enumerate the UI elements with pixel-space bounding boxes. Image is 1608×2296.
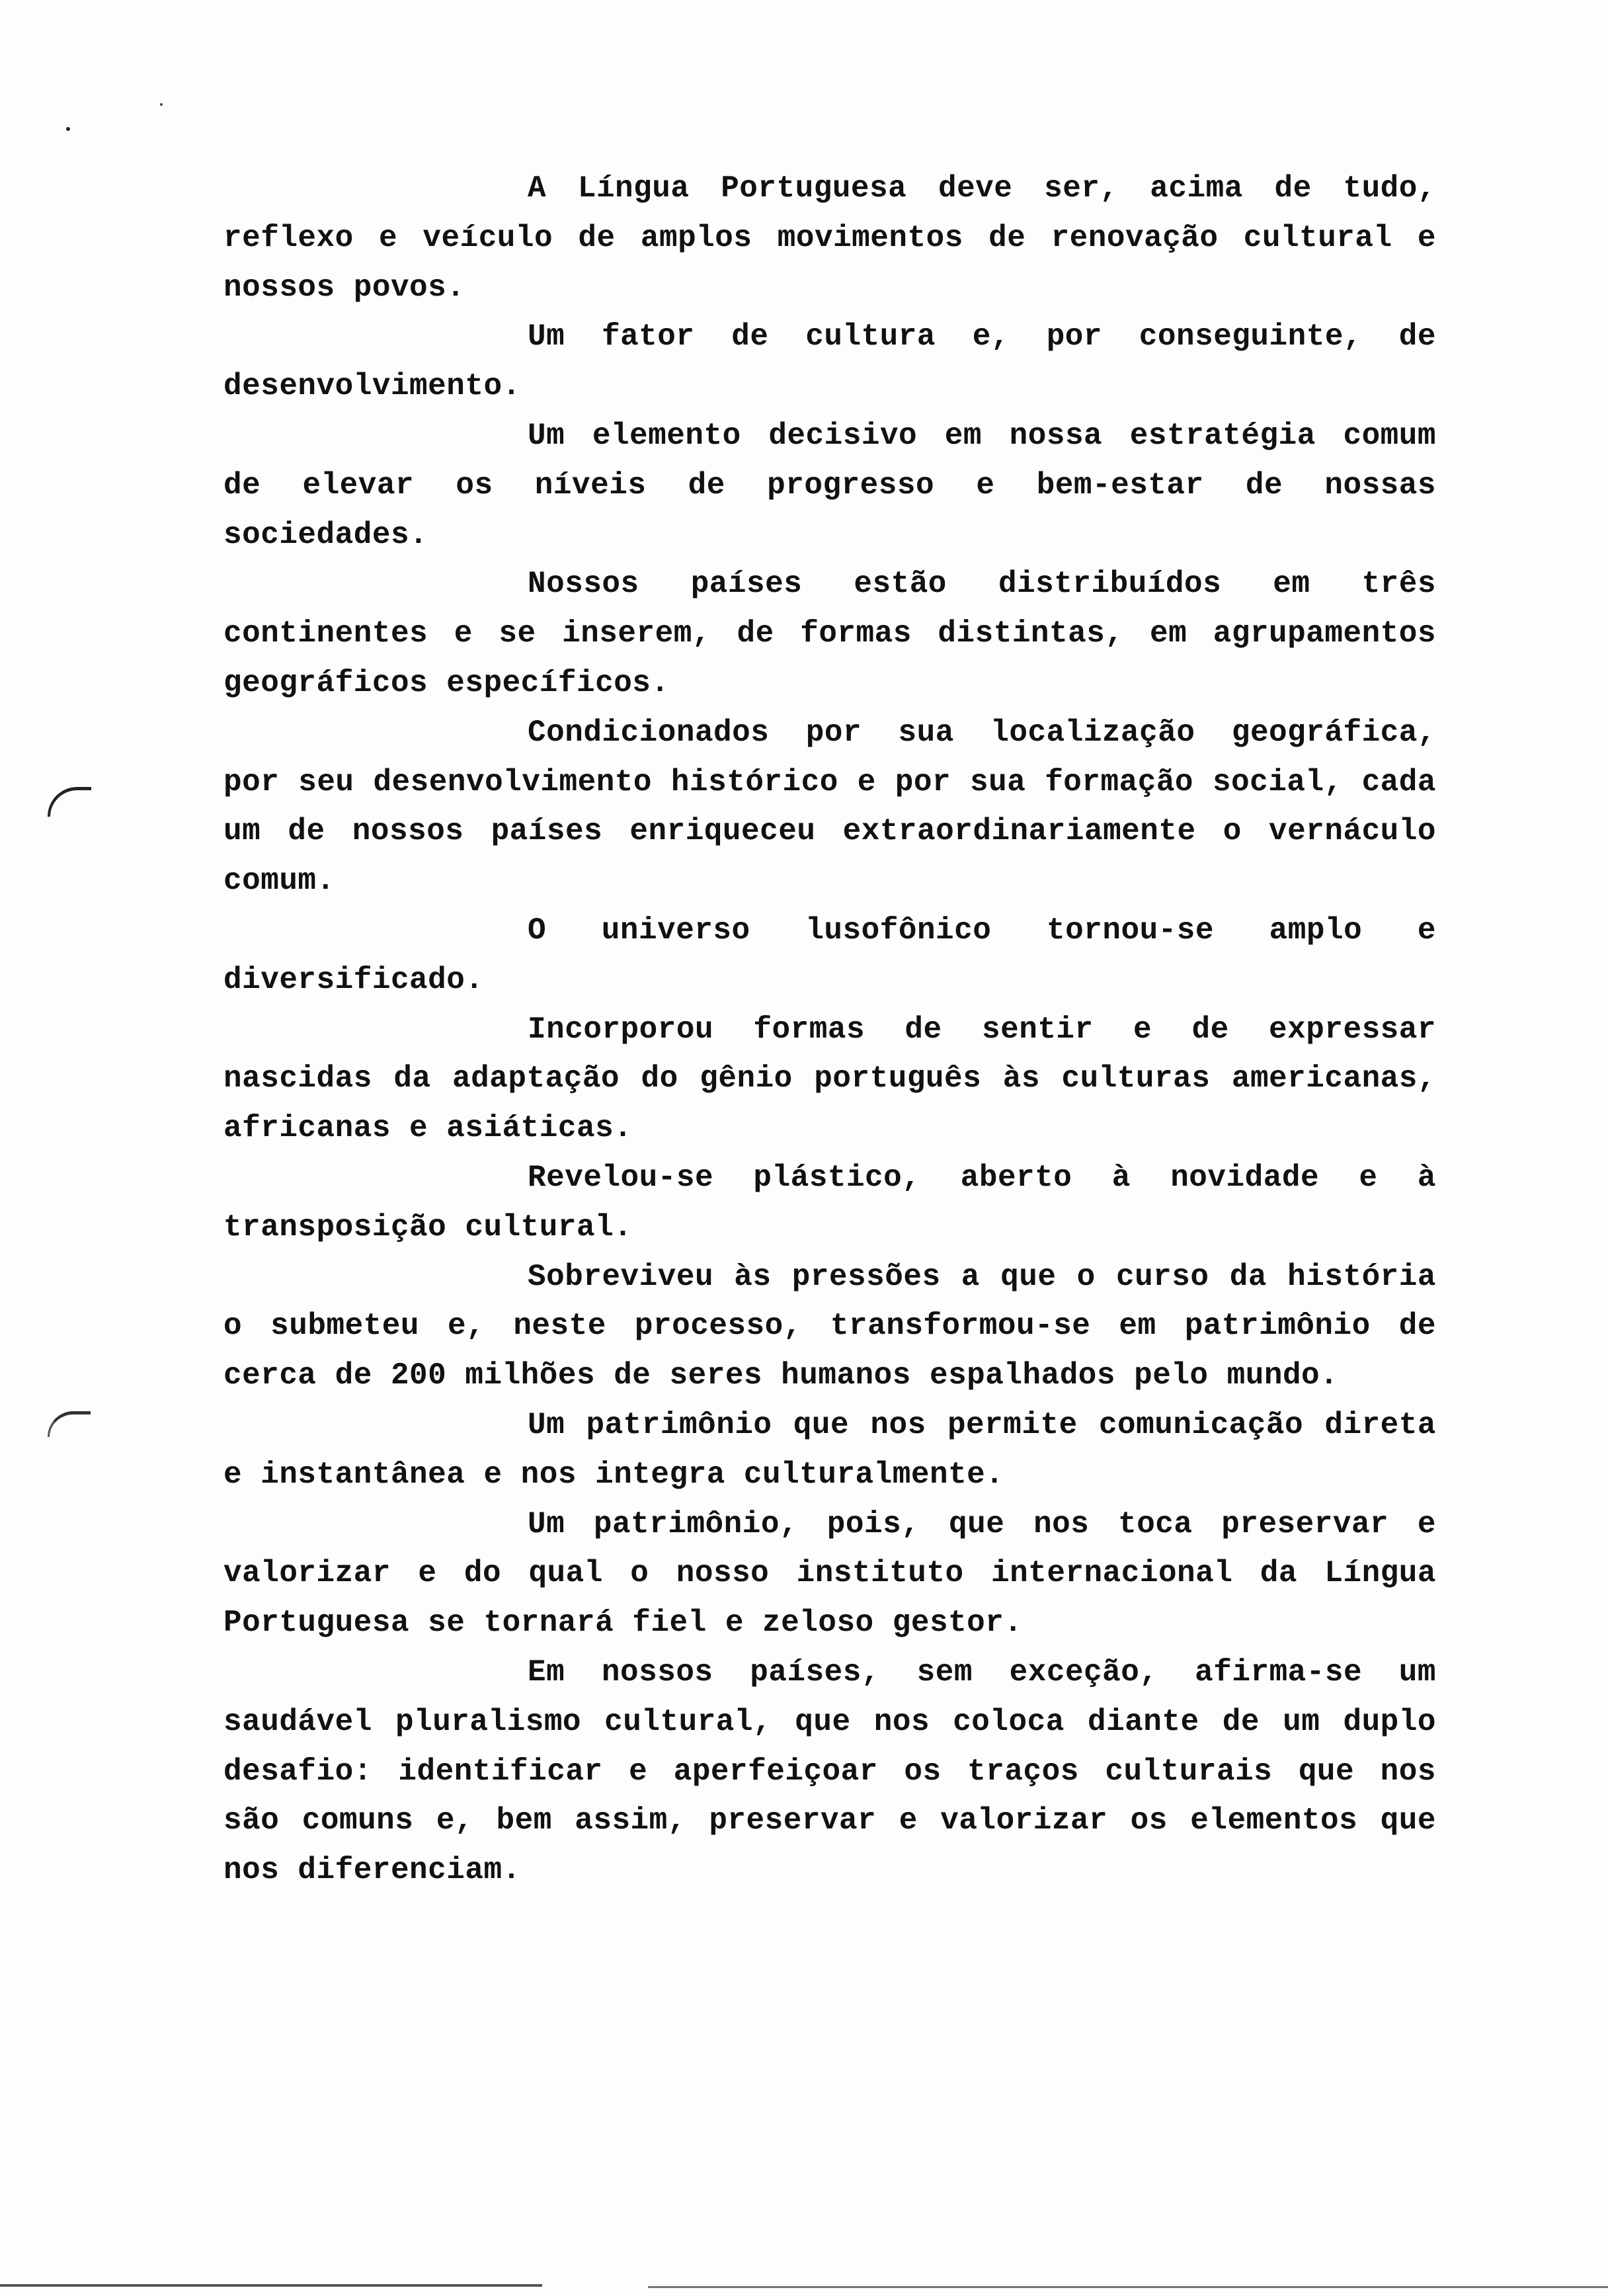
paragraph: Sobreviveu às pressões a que o curso da história o submeteu e, neste processo, transformou-se em patrimônio de cerca de 200 milhões de seres humanos espalhados pelo mundo.: [223, 1259, 1436, 1393]
paragraph: Um patrimônio que nos permite comunicação direta e instantânea e nos integra culturalmente.: [223, 1407, 1436, 1492]
punch-hole-mark: [48, 1411, 91, 1437]
paragraph: Um elemento decisivo em nossa estratégia comum de elevar os níveis de progresso e bem-estar de nossas sociedades.: [223, 418, 1436, 552]
paragraph: O universo lusofônico tornou-se amplo e diversificado.: [223, 913, 1436, 997]
document-body: [223, 164, 1436, 1895]
paragraph: A Língua Portuguesa deve ser, acima de tudo, reflexo e veículo de amplos movimentos de renovação cultural e nossos povos.: [223, 171, 1436, 305]
paragraph: Um patrimônio, pois, que nos toca preservar e valorizar e do qual o nosso instituto internacional da Língua Portuguesa se tornará fiel e zeloso gestor.: [223, 1506, 1436, 1641]
scan-edge-line: [0, 2284, 542, 2287]
scan-speck: [66, 127, 70, 131]
scan-speck: [160, 103, 163, 106]
paragraph: Incorporou formas de sentir e de expressar nascidas da adaptação do gênio português às culturas americanas, africanas e asiáticas.: [223, 1012, 1436, 1146]
paragraph: Em nossos países, sem exceção, afirma-se um saudável pluralismo cultural, que nos coloca diante de um duplo desafio: identificar e aperfeiçoar os traços culturais que nos são comuns e, bem assim, preservar e valorizar os elementos que nos diferenciam.: [223, 1655, 1436, 1888]
paragraph: Condicionados por sua localização geográfica, por seu desenvolvimento histórico e por sua formação social, cada um de nossos países enriqueceu extraordinariamente o vernáculo comum.: [223, 715, 1436, 899]
scan-edge-line: [648, 2286, 1608, 2288]
paragraph: Revelou-se plástico, aberto à novidade e à transposição cultural.: [223, 1160, 1436, 1245]
paragraph: Um fator de cultura e, por conseguinte, de desenvolvimento.: [223, 319, 1436, 404]
paragraph: Nossos países estão distribuídos em três continentes e se inserem, de formas distintas, em agrupamentos geográficos específicos.: [223, 567, 1436, 700]
punch-hole-mark: [48, 787, 91, 817]
